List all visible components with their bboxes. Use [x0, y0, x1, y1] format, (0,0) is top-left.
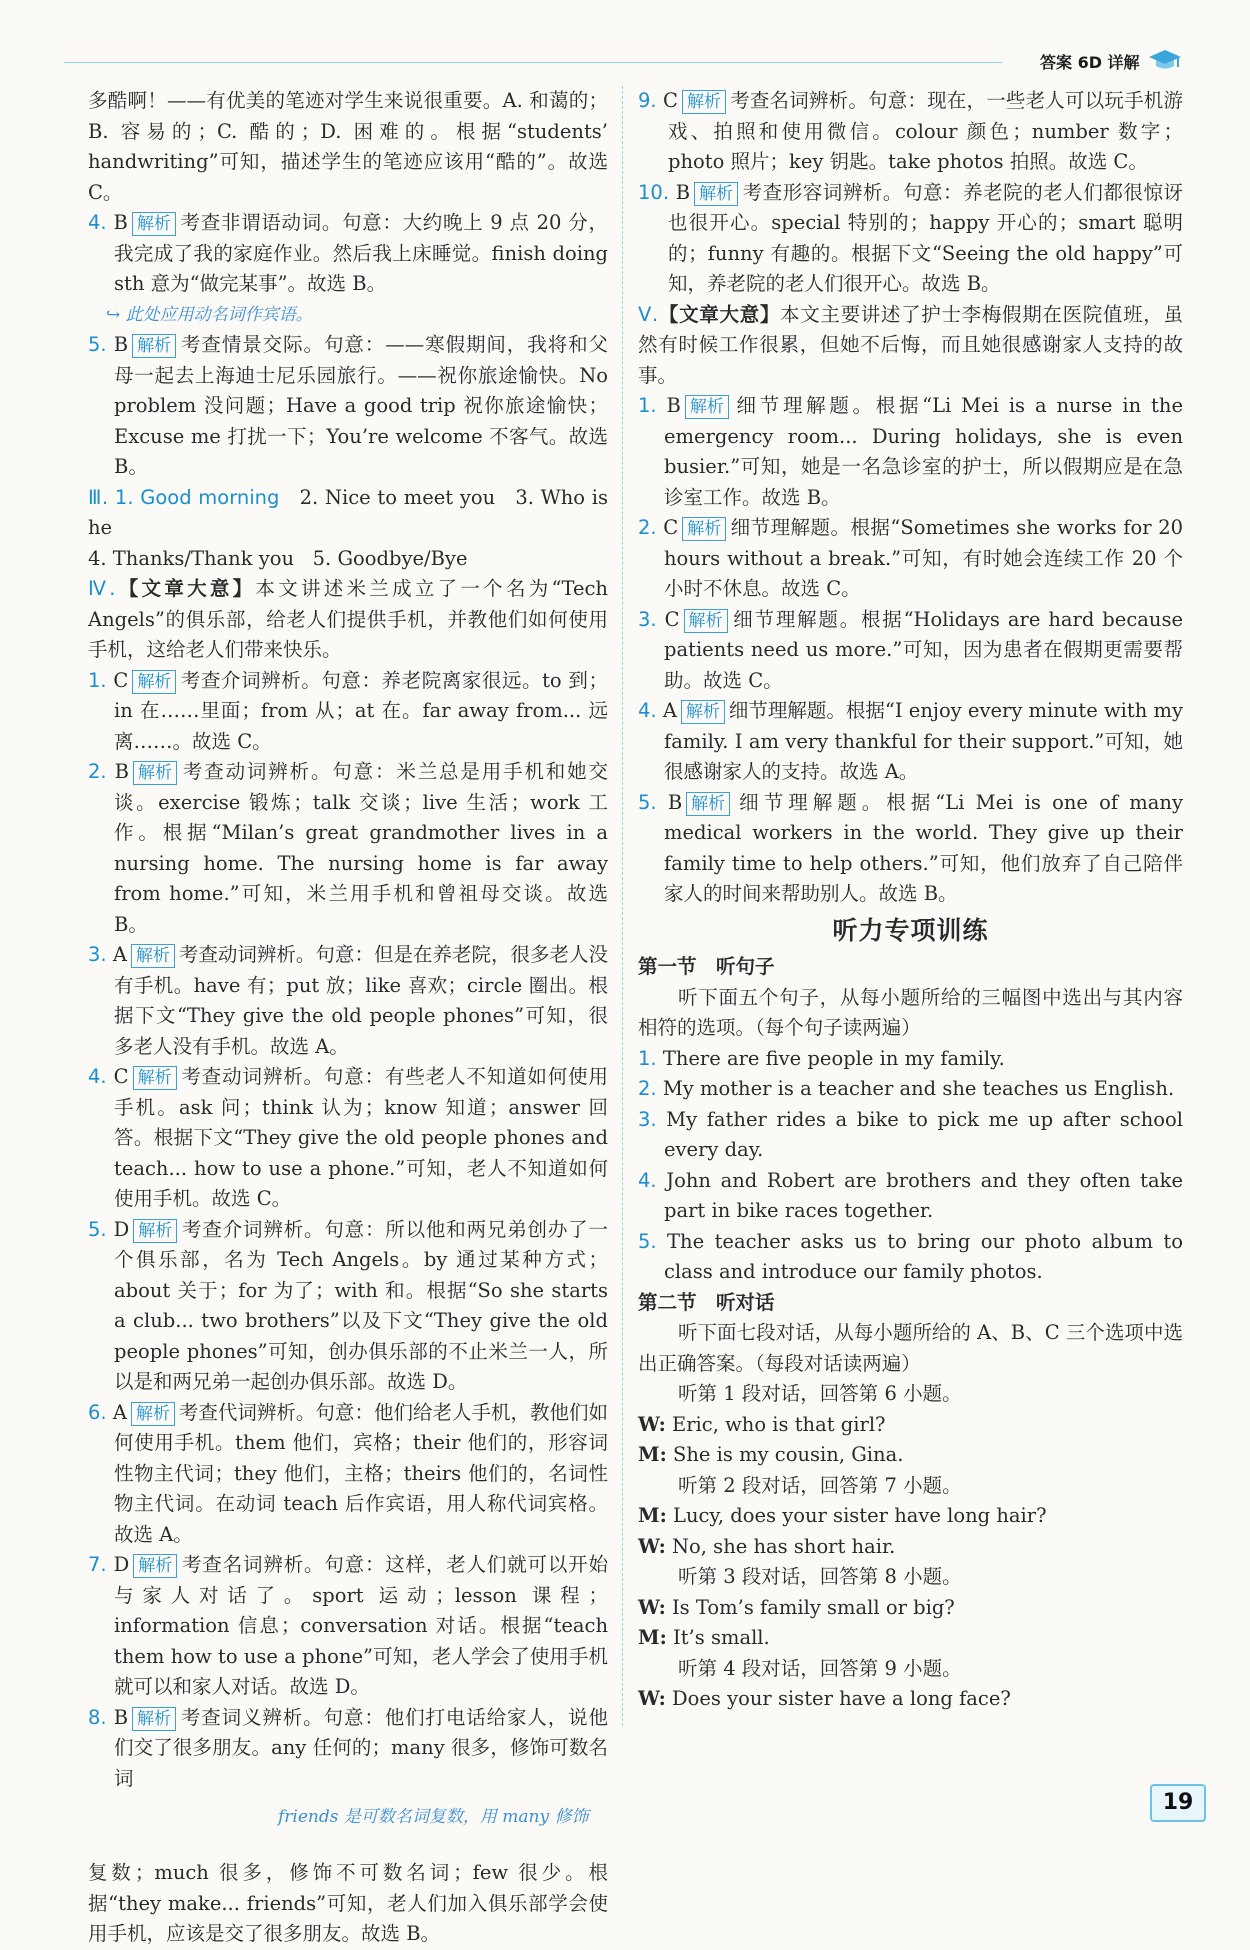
answer-item-continued: 复数；much 很多，修饰不可数名词；few 很少。根据“they make... friends”可知，老人们加入俱乐部学会使用手机，应该是交了很多朋友。故选 B。: [88, 1861, 608, 1945]
dialogue-line: W: Is Tom’s family small or big?: [638, 1595, 955, 1619]
answer-item: 1. B 解析 细节理解题。根据“Li Mei is a nurse in the emergency room... During holidays, she is even busier.”可知，她是一名急诊室的护士，所以假期应是在急诊室工作。故选 B。: [638, 394, 1183, 509]
answer-item: 2. C 解析 细节理解题。根据“Sometimes she works for 20 hours without a break.”可知，有时她会连续工作 20 个小时不休息。故选 C。: [638, 516, 1184, 600]
speaker-label: M:: [638, 1443, 667, 1466]
dialogue-line: M: Lucy, does your sister have long hair?: [638, 1504, 1047, 1527]
answer-item: 7. D 解析 考查名词辨析。句意：这样，老人们就可以开始与家人对话了。sport 运动；lesson 课程；information 信息；conversation 对话。根据“teach them how to use a phone”可知，老人学会了使用手机就可以和家人对话。故选 D。: [88, 1553, 608, 1698]
analysis-tag: 解析: [133, 1066, 177, 1090]
analysis-tag: 解析: [682, 90, 726, 114]
answer-item: 8. B 解析 考查词义辨析。句意：他们打电话给家人，说他们交了很多朋友。any 任何的；many 很多，修饰可数名词: [88, 1705, 608, 1790]
sentence-list: [638, 1044, 1183, 1288]
handwritten-note-area: [88, 1794, 608, 1858]
analysis-tag: 解析: [133, 1219, 177, 1243]
answer-list: [638, 391, 1183, 910]
analysis-tag: 解析: [132, 1707, 176, 1731]
answer-item: 9. C 解析 考查名词辨析。句意：现在，一些老人可以玩手机游戏、拍照和使用微信。colour 颜色；number 数字；photo 照片；key 钥匙。take photos 拍照。故选 C。: [638, 89, 1183, 173]
analysis-tag: 解析: [686, 792, 730, 816]
part2-instructions: 听下面七段对话，从每小题所给的 A、B、C 三个选项中选出正确答案。（每段对话读两遍）: [638, 1321, 1183, 1375]
analysis-tag: 解析: [133, 1554, 177, 1578]
handwritten-note: friends 是可数名词复数，用 many 修饰: [278, 1807, 589, 1827]
sentence-item: 4. John and Robert are brothers and they often take part in bike races together.: [638, 1168, 1183, 1222]
speaker-label: W:: [638, 1687, 666, 1710]
analysis-tag: 解析: [684, 609, 728, 633]
part2-title: 第二节 听对话: [638, 1290, 775, 1314]
speaker-label: W:: [638, 1412, 666, 1436]
answer-item: 1. C 解析 考查介词辨析。句意：养老院离家很远。to 到；in 在……里面；from 从；at 在。far away from... 远离……。故选 C。: [88, 668, 609, 753]
answer-list: [88, 666, 608, 1703]
left-column: [88, 86, 608, 1950]
dialogue-line: M: She is my cousin, Gina.: [638, 1443, 904, 1466]
right-column: [638, 86, 1183, 1715]
dialogue-line: W: Eric, who is that girl?: [638, 1412, 886, 1436]
section-3-answers: Ⅲ. 1. Good morning 2. Nice to meet you 3. Who is he 4. Thanks/Thank you 5. Goodbye/Bye: [88, 485, 608, 570]
answer-list: [638, 86, 1183, 300]
answer-item: 4. B 解析 考查非谓语动词。句意：大约晚上 9 点 20 分，我完成了我的家庭作业。然后我上床睡觉。finish doing sth 意为“做完某事”。故选 B。: [88, 211, 608, 295]
section-4-summary: Ⅳ.【文章大意】本文讲述米兰成立了一个名为“Tech Angels”的俱乐部，给老人们提供手机，并教他们如何使用手机，这给老人们带来快乐。: [88, 577, 608, 661]
dialogue-cue: 听第 3 段对话，回答第 8 小题。: [678, 1565, 962, 1588]
handwritten-note: ↪ 此处应用动名词作宾语。: [106, 304, 313, 325]
page-number: 19: [1150, 1784, 1206, 1822]
part1-title: 第一节 听句子: [638, 955, 775, 978]
speaker-label: M:: [638, 1626, 667, 1649]
answer-item: 3. C 解析 细节理解题。根据“Holidays are hard because patients need us more.”可知，因为患者在假期更需要帮助。故选 C。: [638, 607, 1183, 692]
analysis-tag: 解析: [133, 761, 177, 785]
speaker-label: W:: [638, 1534, 666, 1558]
analysis-tag: 解析: [694, 182, 738, 206]
answer-item: 5. D 解析 考查介词辨析。句意：所以他和两兄弟创办了一个俱乐部，名为 Tech Angels。by 通过某种方式；about 关于；for 为了；with 和。根据“So she starts a club... two brothers”以及下文“They give the old people phones”可知，创办俱乐部的不止米兰一人，所以是和两兄弟一起创办俱乐部。故选 D。: [88, 1217, 608, 1393]
part1-instructions: 听下面五个句子，从每小题所给的三幅图中选出与其内容相符的选项。（每个句子读两遍）: [638, 985, 1183, 1039]
analysis-tag: 解析: [682, 517, 726, 541]
graduation-cap-icon: [1148, 48, 1182, 72]
sentence-item: 3. My father rides a bike to pick me up after school every day.: [638, 1107, 1183, 1161]
dialogue-list: [638, 1379, 1183, 1715]
dialogue-cue: 听第 2 段对话，回答第 7 小题。: [678, 1473, 962, 1497]
sentence-item: 2. My mother is a teacher and she teaches us English.: [638, 1077, 1175, 1100]
header-rule: [64, 62, 1002, 63]
analysis-tag: 解析: [132, 212, 176, 236]
analysis-tag: 解析: [131, 944, 175, 968]
answer-item: 10. B 解析 考查形容词辨析。句意：养老院的老人们都很惊讶也很开心。special 特别的；happy 开心的；smart 聪明的；funny 有趣的。根据下文“Seeing the old happy”可知，养老院的老人们很开心。故选 B。: [638, 180, 1183, 295]
speaker-label: W:: [638, 1595, 666, 1619]
answer-item: 2. B 解析 考查动词辨析。句意：米兰总是用手机和她交谈。exercise 锻炼；talk 交谈；live 生活；work 工作。根据“Milan’s great grandmother lives in a nursing home. The nursing home is far away from home.”可知，米兰用手机和曾祖母交谈。故选 B。: [88, 760, 608, 936]
speaker-label: M:: [638, 1504, 667, 1527]
dialogue-line: W: Does your sister have a long face?: [638, 1687, 1011, 1710]
listening-title: 听力专项训练: [832, 915, 989, 945]
answer-item: 4. C 解析 考查动词辨析。句意：有些老人不知道如何使用手机。ask 问；think 认为；know 知道；answer 回答。根据下文“They give the old people phones and teach... how to use a phone.”可知，老人不知道如何使用手机。故选 C。: [88, 1065, 608, 1210]
answer-item: 3. A 解析 考查动词辨析。句意：但是在养老院，很多老人没有手机。have 有；put 放；like 喜欢；circle 圈出。根据下文“They give the old people phones”可知，很多老人没有手机。故选 A。: [88, 943, 608, 1058]
sentence-item: 5. The teacher asks us to bring our photo album to class and introduce our family photos.: [638, 1229, 1183, 1283]
answer-item: 4. A 解析 细节理解题。根据“I enjoy every minute with my family. I am very thankful for their support.”可知，她很感谢家人的支持。故选 A。: [638, 699, 1183, 783]
dialogue-cue: 听第 4 段对话，回答第 9 小题。: [678, 1656, 962, 1680]
answer-item: 5. B 解析 细节理解题。根据“Li Mei is one of many medical workers in the world. They give up their family time to help others.”可知，他们放弃了自己陪伴家人的时间来帮助别人。故选 B。: [638, 790, 1183, 905]
dialogue-line: M: It’s small.: [638, 1626, 770, 1649]
answer-item: 6. A 解析 考查代词辨析。句意：他们给老人手机，教他们如何使用手机。them 他们，宾格；their 他们的，形容词性物主代词；they 他们，主格；theirs 他们的，名词性物主代词。在动词 teach 后作宾语，用人称代词宾格。故选 A。: [88, 1400, 608, 1546]
header-label: 答案 6D 详解: [1040, 53, 1140, 72]
section-5-summary: Ⅴ.【文章大意】本文主要讲述了护士李梅假期在医院值班，虽然有时候工作很累，但她不后悔，而且她很感谢家人支持的故事。: [638, 302, 1183, 387]
analysis-tag: 解析: [681, 700, 725, 724]
analysis-tag: 解析: [131, 1402, 175, 1426]
dialogue-cue: 听第 1 段对话，回答第 6 小题。: [678, 1382, 962, 1405]
intro-text: 多酷啊！——有优美的笔迹对学生来说很重要。A. 和蔼的；B. 容易的；C. 酷的；D. 困难的。根据“students’ handwriting”可知，描述学生的笔迹应该用“酷的”。故选 C。: [88, 89, 608, 204]
column-divider: [622, 86, 623, 1726]
analysis-tag: 解析: [132, 670, 176, 694]
dialogue-line: W: No, she has short hair.: [638, 1534, 896, 1558]
sentence-item: 1. There are five people in my family.: [638, 1046, 1005, 1070]
analysis-tag: 解析: [132, 334, 176, 358]
analysis-tag: 解析: [685, 395, 729, 419]
answer-item: 5. B 解析 考查情景交际。句意：——寒假期间，我将和父母一起去上海迪士尼乐园旅行。——祝你旅途愉快。No problem 没问题；Have a good trip 祝你旅途愉快；Excuse me 打扰一下；You’re welcome 不客气。故选 B。: [88, 333, 608, 478]
